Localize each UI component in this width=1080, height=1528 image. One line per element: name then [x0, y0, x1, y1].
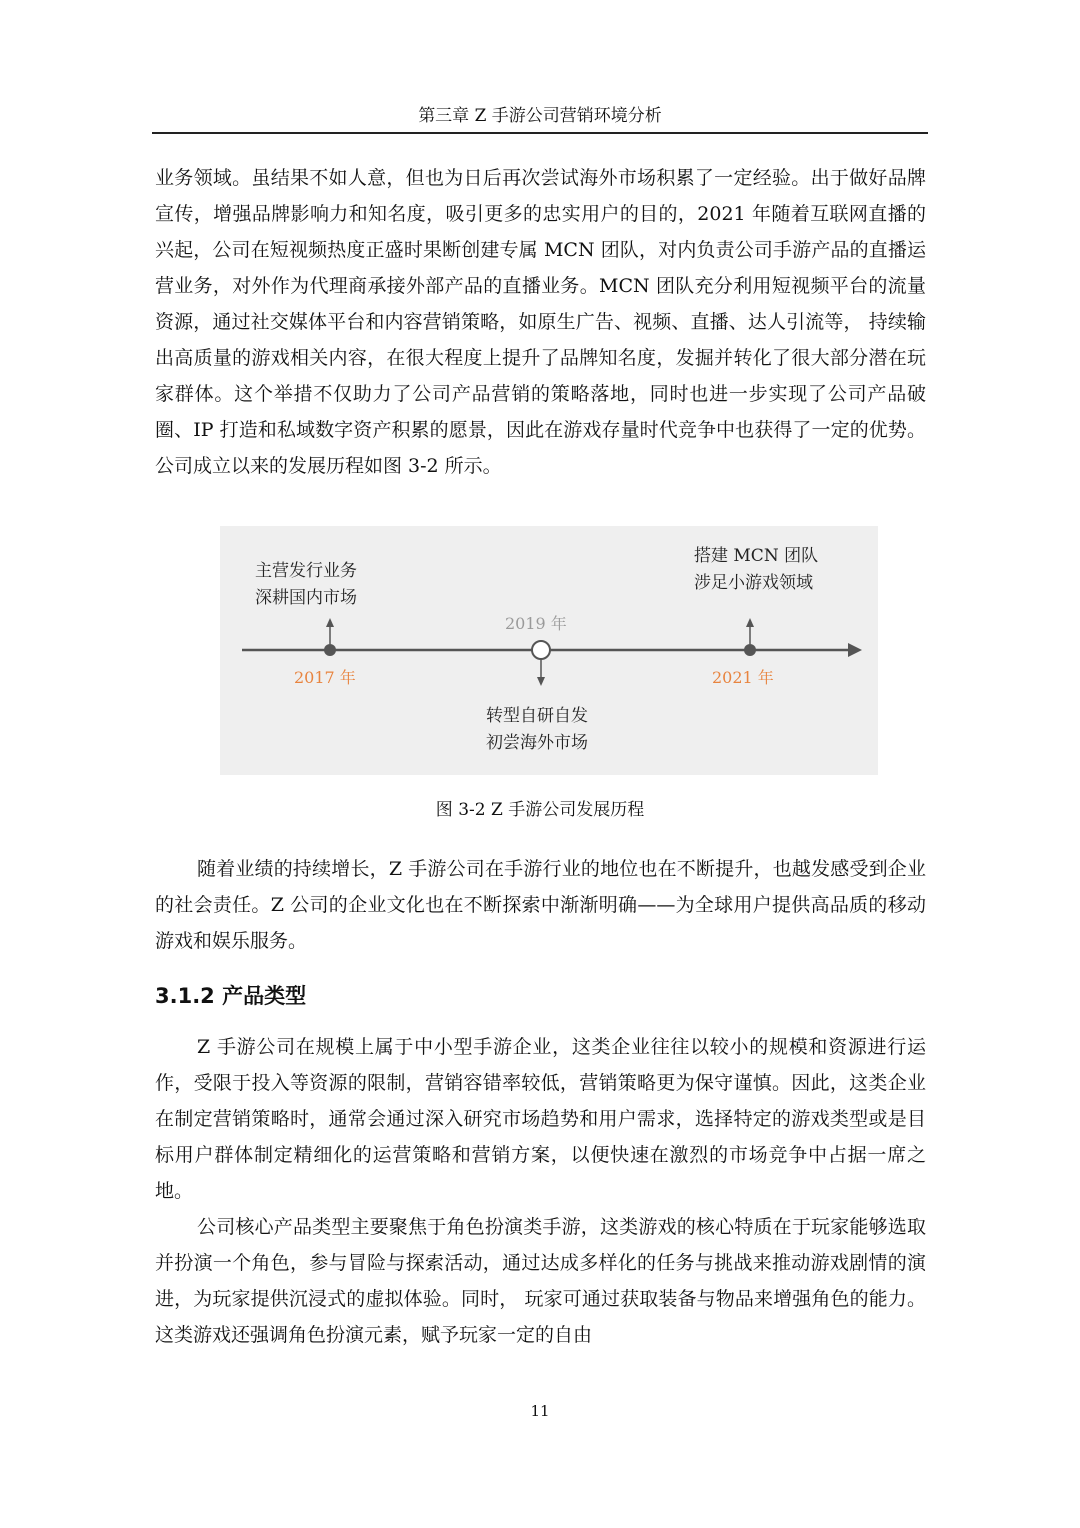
paragraph: [155, 851, 926, 959]
year-2019: 2019 年: [505, 614, 567, 633]
paragraph-group: [155, 1029, 926, 1353]
year-2021: 2021 年: [712, 668, 774, 687]
event-line: 深耕国内市场: [255, 588, 357, 608]
page-number: 11: [530, 1402, 550, 1420]
paragraph-text: Z 手游公司在规模上属于中小型手游企业，这类企业往往以较小的规模和资源进行运作，受限于投入等资源的限制，营销容错率较低，营销策略更为保守谨慎。因此，这类企业在制定营销策略时，通常会通过深入研究市场趋势和用户需求，选择特定的游戏类型或是目标用户群体制定精细化的运营策略和营销方案，以便快速在激烈的市场竞争中占据一席之地。: [155, 1036, 926, 1202]
timeline-node-2017: [324, 644, 336, 656]
up-arrow-icon: [326, 618, 334, 627]
running-header: 第三章 Z 手游公司营销环境分析: [152, 102, 928, 134]
timeline-arrowhead: [848, 643, 862, 657]
year-2017: 2017 年: [294, 668, 356, 687]
event-line: 搭建 MCN 团队: [694, 546, 819, 566]
section-heading: 3.1.2 产品类型: [155, 984, 307, 1008]
timeline-node-2019: [532, 641, 550, 659]
paragraph: [155, 160, 926, 484]
timeline-figure: [220, 526, 878, 775]
event-line: 转型自研自发: [486, 706, 588, 726]
event-2019-label: [486, 703, 588, 757]
down-arrow-icon: [537, 677, 545, 686]
event-line: 涉足小游戏领域: [694, 573, 813, 593]
event-line: 主营发行业务: [255, 561, 357, 581]
paragraph-text: 公司核心产品类型主要聚焦于角色扮演类手游，这类游戏的核心特质在于玩家能够选取并扮演一个角色，参与冒险与探索活动，通过达成多样化的任务与挑战来推动游戏剧情的演进，为玩家提供沉浸式的虚拟体验。同时， 玩家可通过获取装备与物品来增强角色的能力。这类游戏还强调角色扮演元素，赋予玩家一定的自由: [155, 1216, 926, 1346]
timeline-node-2021: [744, 644, 756, 656]
paragraph-text: 业务领域。虽结果不如人意，但也为日后再次尝试海外市场积累了一定经验。出于做好品牌宣传，增强品牌影响力和知名度，吸引更多的忠实用户的目的，2021 年随着互联网直播的兴起，公司在短视频热度正盛时果断创建专属 MCN 团队，对内负责公司手游产品的直播运营业务，对外作为代理商承接外部产品的直播业务。MCN 团队充分利用短视频平台的流量资源，通过社交媒体平台和内容营销策略，如原生广告、视频、直播、达人引流等， 持续输出高质量的游戏相关内容，在很大程度上提升了品牌知名度，发掘并转化了很大部分潜在玩家群体。这个举措不仅助力了公司产品营销的策略落地，同时也进一步实现了公司产品破圈、IP 打造和私域数字资产积累的愿景，因此在游戏存量时代竞争中也获得了一定的优势。公司成立以来的发展历程如图 3-2 所示。: [155, 167, 926, 477]
event-2021-label: [694, 543, 818, 597]
up-arrow-icon: [746, 618, 754, 627]
paragraph-text: 随着业绩的持续增长，Z 手游公司在手游行业的地位也在不断提升，也越发感受到企业的社会责任。Z 公司的企业文化也在不断探索中渐渐明确——为全球用户提供高品质的移动游戏和娱乐服务。: [155, 858, 926, 952]
event-2017-label: [255, 558, 357, 612]
figure-caption: 图 3-2 Z 手游公司发展历程: [435, 800, 645, 820]
event-line: 初尝海外市场: [486, 733, 588, 753]
